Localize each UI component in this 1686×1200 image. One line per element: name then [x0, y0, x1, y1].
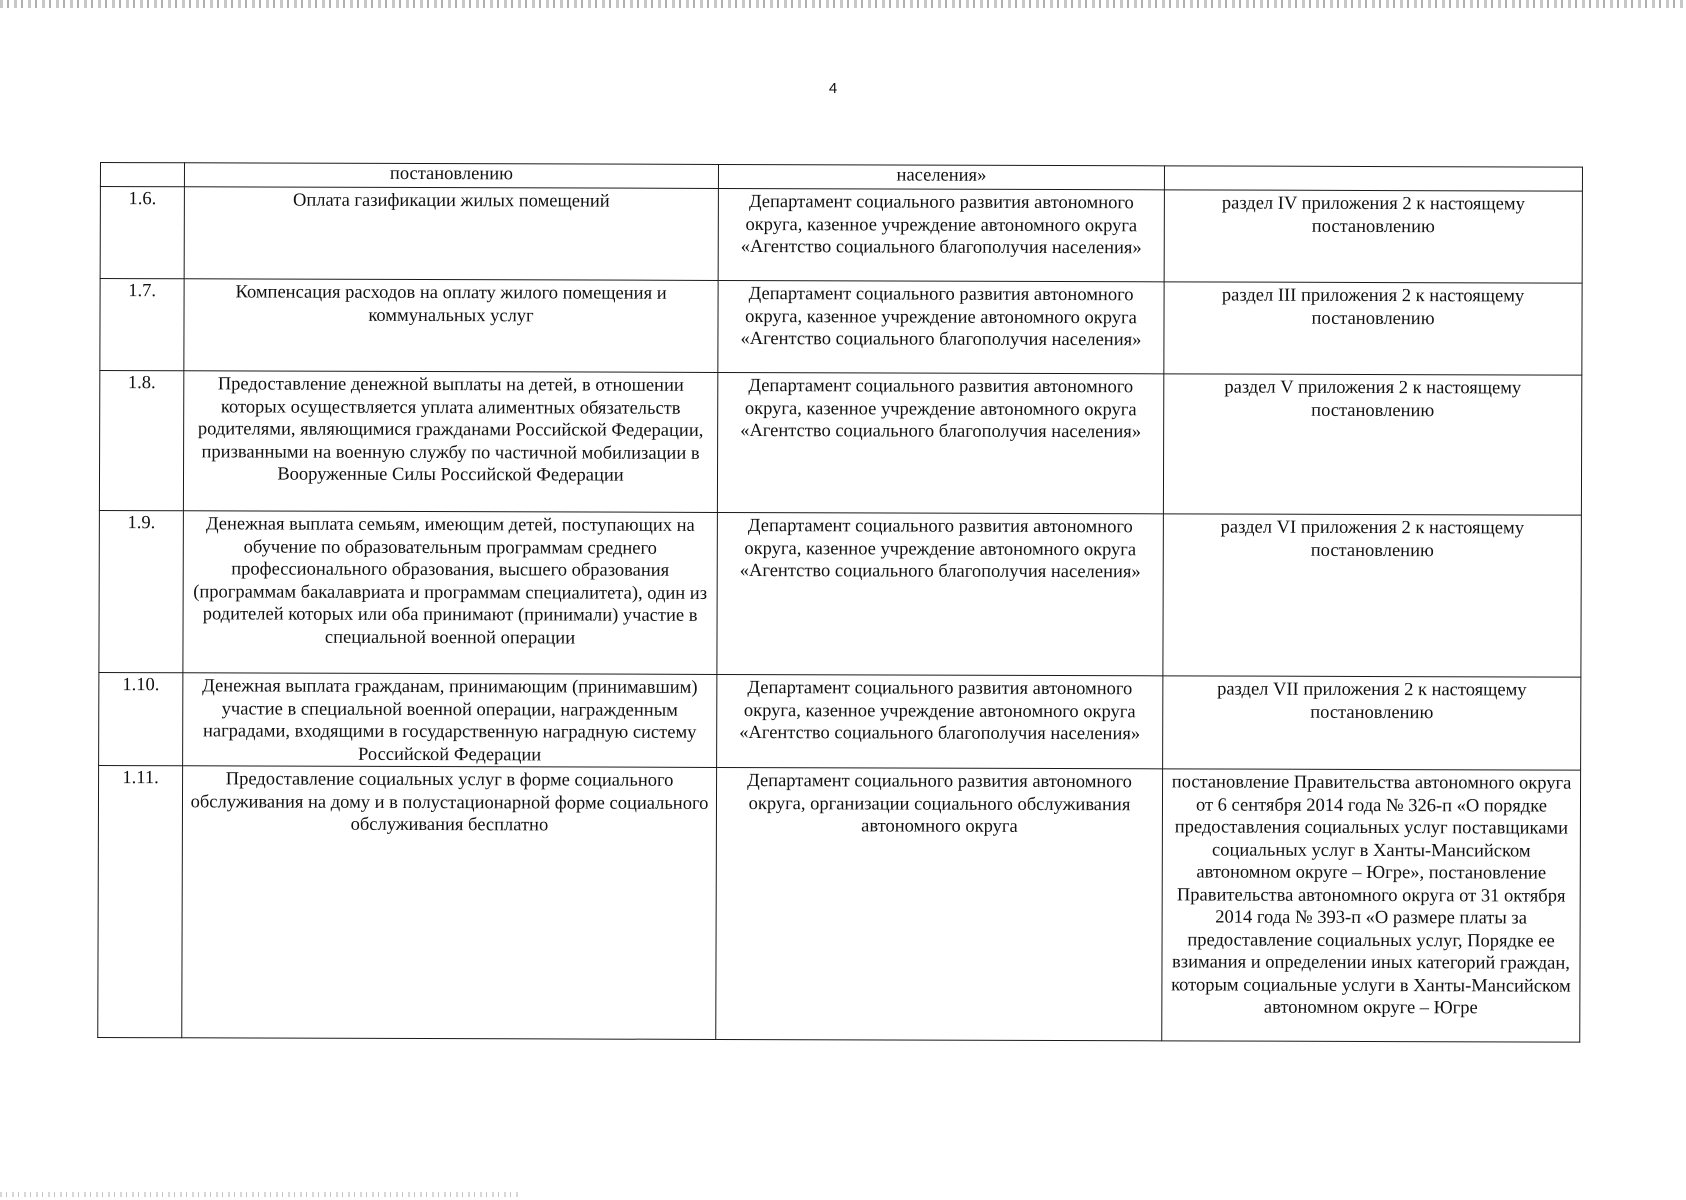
cell-legal-basis — [1164, 166, 1582, 191]
cell-service-name: Оплата газификации жилых помещений — [184, 187, 718, 281]
cell-service-name: Денежная выплата гражданам, принимающим (принимавшим) участие в специальной военной операции, награжденным наградами, входящими в государственную наградную систему Российской Федерации — [183, 673, 717, 768]
services-table — [97, 162, 1583, 1043]
cell-executor: Департамент социального развития автономного округа, казенное учреждение автономного округа «Агентство социального благополучия населения» — [717, 512, 1164, 675]
cell-executor: Департамент социального развития автономного округа, казенное учреждение автономного округа «Агентство социального благополучия населения» — [717, 372, 1163, 513]
table-row — [100, 279, 1582, 376]
cell-legal-basis: раздел III приложения 2 к настоящему постановлению — [1164, 282, 1582, 375]
cell-executor: Департамент социального развития автономного округа, казенное учреждение автономного округа «Агентство социального благополучия населения» — [718, 280, 1164, 373]
cell-num: 1.7. — [100, 279, 184, 371]
page-number: 4 — [828, 80, 838, 97]
cell-num — [100, 163, 184, 187]
cell-executor: населения» — [718, 164, 1164, 189]
scan-noise-bottom — [0, 1192, 520, 1197]
table-row — [98, 765, 1581, 1042]
scan-noise-top — [0, 0, 1686, 8]
cell-legal-basis: раздел VI приложения 2 к настоящему постановлению — [1163, 514, 1582, 677]
cell-legal-basis: постановление Правительства автономного округа от 6 сентября 2014 года № 326-п «О порядке предоставления социальных услуг поставщиками социальных услуг в Ханты-Мансийском автономном округе – Югре», постановление Правительства автономного округа от 31 октября 2014 года № 393-п «О размере платы за предоставление социальных услуг, Порядке ее взимания и определении иных категорий граждан, которым социальные услуги в Ханты-Мансийском автономном округе – Югре — [1162, 769, 1581, 1042]
cell-executor: Департамент социального развития автономного округа, казенное учреждение автономного округа «Агентство социального благополучия населения» — [718, 188, 1164, 281]
cell-num: 1.6. — [100, 187, 184, 279]
cell-executor: Департамент социального развития автономного округа, организации социального обслуживания автономного округа — [716, 767, 1163, 1040]
cell-executor: Департамент социального развития автономного округа, казенное учреждение автономного округа «Агентство социального благополучия населения» — [717, 674, 1163, 768]
cell-legal-basis: раздел V приложения 2 к настоящему постановлению — [1163, 374, 1581, 515]
cell-num: 1.9. — [99, 510, 184, 672]
table-row — [100, 187, 1582, 284]
cell-service-name: Компенсация расходов на оплату жилого помещения и коммунальных услуг — [184, 279, 718, 373]
cell-service-name: Предоставление денежной выплаты на детей, в отношении которых осуществляется уплата алиментных обязательств родителями, являющимися гражданами Российской Федерации, призванными на военную службу по частичной мобилизации в Вооруженные Силы Российской Федерации — [183, 371, 717, 513]
table-row — [99, 371, 1581, 516]
cell-service-name: Денежная выплата семьям, имеющим детей, поступающих на обучение по образовательным программам среднего профессионального образования, высшего образования (программам бакалавриата и программам специалитета), один из родителей которых или оба принимают (принимали) участие в специальной военной операции — [183, 511, 718, 675]
table-row — [99, 510, 1582, 677]
cell-num: 1.11. — [98, 765, 183, 1037]
cell-legal-basis: раздел VII приложения 2 к настоящему постановлению — [1163, 676, 1581, 770]
table-row — [99, 672, 1581, 770]
cell-num: 1.8. — [99, 371, 183, 511]
cell-service-name: Предоставление социальных услуг в форме социального обслуживания на дому и в полустационарной форме социального обслуживания бесплатно — [182, 766, 717, 1040]
cell-legal-basis: раздел IV приложения 2 к настоящему постановлению — [1164, 190, 1582, 283]
cell-num: 1.10. — [99, 672, 183, 765]
cell-service-name: постановлению — [184, 163, 718, 189]
